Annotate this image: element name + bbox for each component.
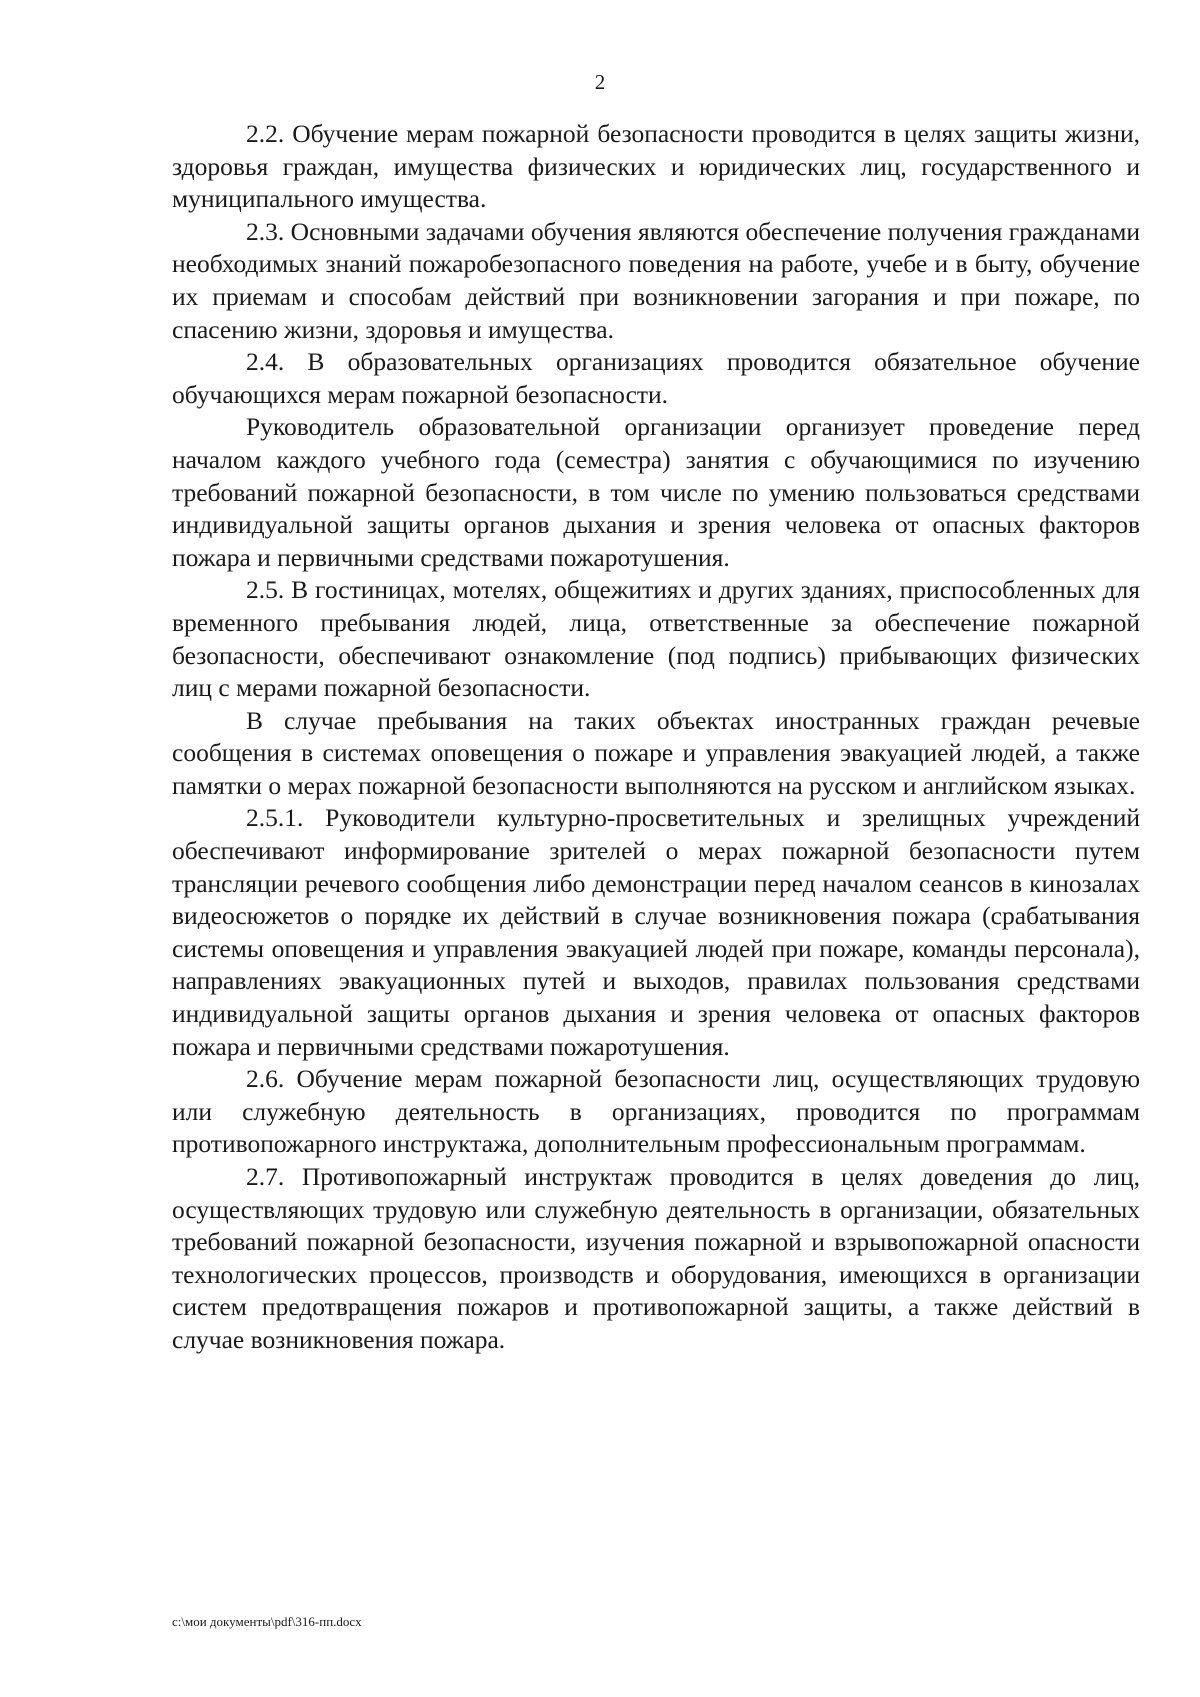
paragraph-2-3: 2.3. Основными задачами обучения являются обеспечение получения гражданами необходимых знаний пожаробезопасного поведения на работе, учебе и в быту, обучение их приемам и способам действий при возникновении загорания и при пожаре, по спасению жизни, здоровья и имущества. <box>172 216 1140 344</box>
paragraph-2-5-1: 2.5.1. Руководители культурно-просветительных и зрелищных учреждений обеспечивают информирование зрителей о мерах пожарной безопасности путем трансляции речевого сообщения либо демонстрации перед началом сеансов в кинозалах видеосюжетов о порядке их действий в случае возникновения пожара (срабатывания системы оповещения и управления эвакуацией людей при пожаре, команды персонала), направлениях эвакуационных путей и выходов, правилах пользования средствами индивидуальной защиты органов дыхания и зрения человека от опасных факторов пожара и первичными средствами пожаротушения. <box>172 803 1140 1061</box>
paragraph-2-4-head-duties: Руководитель образовательной организации организует проведение перед началом каждого учебного года (семестра) занятия с обучающимися по изучению требований пожарной безопасности, в том числе по умению пользоваться средствами индивидуальной защиты органов дыхания и зрения человека от опасных факторов пожара и первичными средствами пожаротушения. <box>172 412 1140 572</box>
paragraph-2-2: 2.2. Обучение мерам пожарной безопасности проводится в целях защиты жизни, здоровья граждан, имущества физических и юридических лиц, государственного и муниципального имущества. <box>172 119 1140 214</box>
paragraph-2-5: 2.5. В гостиницах, мотелях, общежитиях и других зданиях, приспособленных для временного пребывания людей, лица, ответственные за обеспечение пожарной безопасности, обеспечивают ознакомление (под подпись) прибывающих физических лиц с мерами пожарной безопасности. <box>172 575 1140 703</box>
paragraph-2-5-foreign-citizens: В случае пребывания на таких объектах иностранных граждан речевые сообщения в системах оповещения о пожаре и управления эвакуацией людей, а также памятки о мерах пожарной безопасности выполняются на русском и английском языках. <box>172 705 1140 800</box>
page-number: 2 <box>594 70 606 94</box>
paragraph-2-6: 2.6. Обучение мерам пожарной безопасности лиц, осуществляющих трудовую или служебную деятельность в организациях, проводится по программам противопожарного инструктажа, дополнительным профессиональным программам. <box>172 1064 1140 1159</box>
paragraph-2-4: 2.4. В образовательных организациях проводится обязательное обучение обучающихся мерам пожарной безопасности. <box>172 347 1140 409</box>
document-body <box>172 118 1140 1357</box>
file-path-footer: c:\мои документы\pdf\316-пп.docx <box>172 1614 362 1629</box>
paragraph-2-7: 2.7. Противопожарный инструктаж проводится в целях доведения до лиц, осуществляющих трудовую или служебную деятельность в организации, обязательных требований пожарной безопасности, изучения пожарной и взрывопожарной опасности технологических процессов, производств и оборудования, имеющихся в организации систем предотвращения пожаров и противопожарной защиты, а также действий в случае возникновения пожара. <box>172 1162 1140 1354</box>
